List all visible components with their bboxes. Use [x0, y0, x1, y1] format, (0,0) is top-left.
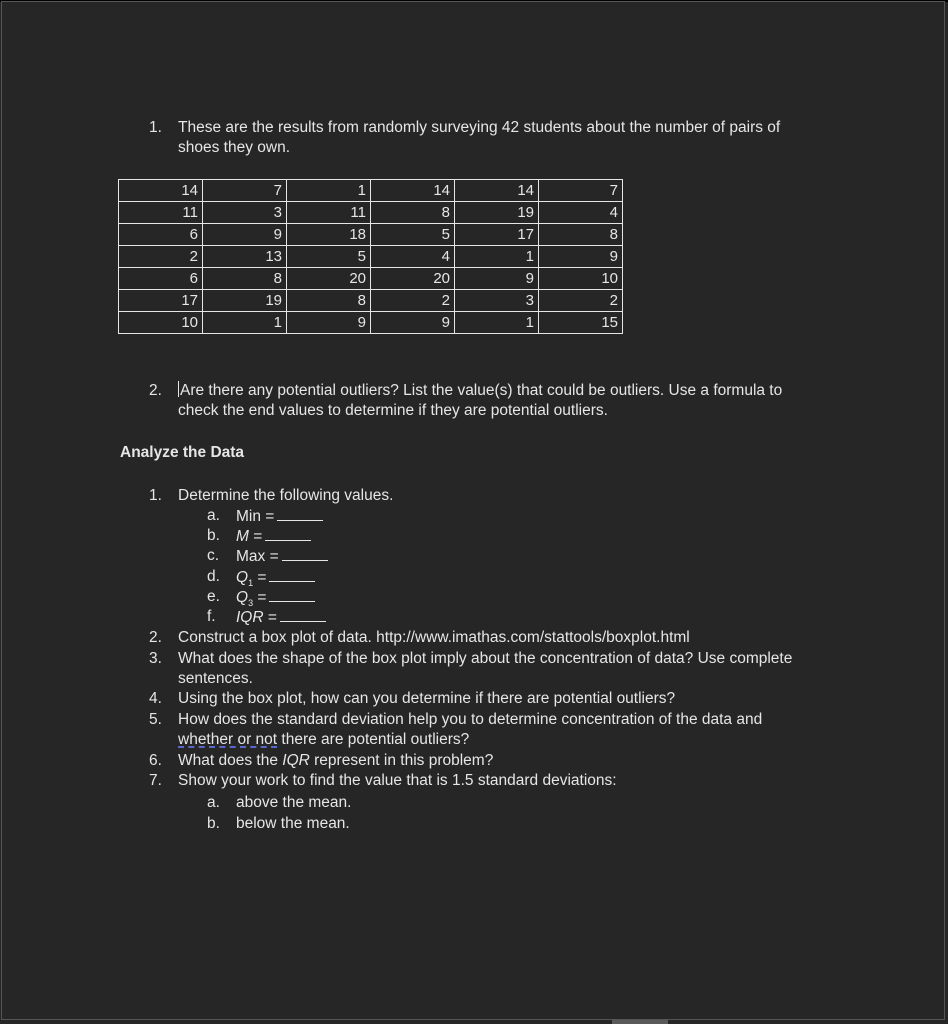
table-cell: 18 — [287, 224, 371, 246]
answer-blank[interactable] — [277, 506, 323, 521]
table-cell: 11 — [287, 202, 371, 224]
sub-d-q1: $Q_1$ = — [236, 567, 315, 593]
table-cell: 2 — [539, 290, 623, 312]
table-cell: 14 — [119, 180, 203, 202]
table-cell: 2 — [371, 290, 455, 312]
q1-number: 1. — [149, 119, 162, 136]
table-cell: 9 — [539, 246, 623, 268]
table-cell: 5 — [371, 224, 455, 246]
item-2-text: Construct a box plot of data. http://www.imathas.com/stattools/boxplot.html — [178, 629, 690, 646]
q2-line2: check the end values to determine if they are potential outliers. — [178, 402, 608, 419]
sub-e-q3: $Q_3$ = — [236, 587, 315, 613]
q2-number: 2. — [149, 382, 162, 399]
item-4-number: 4. — [149, 690, 162, 707]
sub7-a-letter: a. — [207, 794, 220, 811]
spellcheck-underline: whether or not — [178, 731, 278, 748]
table-cell: 8 — [203, 268, 287, 290]
table-cell: 9 — [203, 224, 287, 246]
table-cell: 14 — [371, 180, 455, 202]
item-5-number: 5. — [149, 711, 162, 728]
table-cell: 8 — [539, 224, 623, 246]
item-3-number: 3. — [149, 650, 162, 667]
scroll-indicator[interactable] — [612, 1020, 668, 1024]
section-heading: Analyze the Data — [120, 444, 245, 461]
item-1-number: 1. — [149, 487, 162, 504]
table-cell: 1 — [203, 312, 287, 334]
sub-d-letter: d. — [207, 568, 220, 585]
table-cell: 2 — [119, 246, 203, 268]
item-6-post: represent in this problem? — [309, 752, 494, 769]
table-row — [119, 290, 623, 312]
item-7-number: 7. — [149, 772, 162, 789]
table-cell: 17 — [119, 290, 203, 312]
sub7-b-text: below the mean. — [236, 815, 350, 832]
q1-line1: These are the results from randomly surveying 42 students about the number of pairs of — [178, 119, 781, 136]
table-cell: 8 — [371, 202, 455, 224]
table-row — [119, 180, 623, 202]
item-7-text: Show your work to find the value that is 1.5 standard deviations: — [178, 772, 617, 789]
table-cell: 3 — [203, 202, 287, 224]
table-cell: 11 — [119, 202, 203, 224]
table-cell: 1 — [455, 246, 539, 268]
table-cell: 7 — [539, 180, 623, 202]
sub-b-median: M = — [236, 526, 311, 547]
answer-blank[interactable] — [265, 526, 311, 541]
sub7-a-text: above the mean. — [236, 794, 352, 811]
q2-line1-text: Are there any potential outliers? List the value(s) that could be outliers. Use a formula to — [180, 382, 783, 399]
table-cell: 13 — [203, 246, 287, 268]
item-1-text: Determine the following values. — [178, 487, 394, 504]
sub-f-letter: f. — [207, 608, 216, 625]
item-6-number: 6. — [149, 752, 162, 769]
table-cell: 10 — [539, 268, 623, 290]
table-cell: 1 — [455, 312, 539, 334]
table-cell: 6 — [119, 268, 203, 290]
table-cell: 15 — [539, 312, 623, 334]
sub-a-letter: a. — [207, 507, 220, 524]
table-cell: 4 — [371, 246, 455, 268]
table-row — [119, 224, 623, 246]
table-cell: 4 — [539, 202, 623, 224]
item-6-text — [178, 751, 493, 771]
item-6-iqr: IQR — [282, 752, 310, 769]
item-5-text: How does the standard deviation help you to determine concentration of the data and — [178, 711, 763, 728]
table-cell: 3 — [455, 290, 539, 312]
table-cell: 9 — [371, 312, 455, 334]
table-cell: 19 — [203, 290, 287, 312]
sub7-b-letter: b. — [207, 815, 220, 832]
table-cell: 8 — [287, 290, 371, 312]
table-row — [119, 312, 623, 334]
table-cell: 1 — [287, 180, 371, 202]
sub-a-min: Min = — [236, 506, 323, 527]
q1-line2: shoes they own. — [178, 139, 291, 156]
page-frame — [1, 1, 945, 1020]
sub-e-letter: e. — [207, 588, 220, 605]
sub-b-letter: b. — [207, 527, 220, 544]
item-2-number: 2. — [149, 629, 162, 646]
item-6-pre: What does the — [178, 752, 283, 769]
table-row — [119, 202, 623, 224]
sub-c-max: Max = — [236, 546, 328, 567]
text-cursor — [178, 381, 179, 397]
table-cell: 20 — [371, 268, 455, 290]
answer-blank[interactable] — [282, 546, 328, 561]
table-row — [119, 268, 623, 290]
item-3-text: What does the shape of the box plot imply about the concentration of data? Use complete — [178, 650, 793, 667]
table-cell: 6 — [119, 224, 203, 246]
table-row — [119, 246, 623, 268]
table-cell: 20 — [287, 268, 371, 290]
answer-blank[interactable] — [269, 567, 315, 582]
item-5-text-cont — [178, 730, 469, 750]
item-5-text-rest: there are potential outliers? — [277, 731, 470, 748]
sub-c-letter: c. — [207, 547, 220, 564]
table-cell: 7 — [203, 180, 287, 202]
table-cell: 10 — [119, 312, 203, 334]
item-4-text: Using the box plot, how can you determine if there are potential outliers? — [178, 690, 676, 707]
table-cell: 5 — [287, 246, 371, 268]
table-cell: 17 — [455, 224, 539, 246]
table-cell: 9 — [455, 268, 539, 290]
answer-blank[interactable] — [280, 607, 326, 622]
table-cell: 19 — [455, 202, 539, 224]
answer-blank[interactable] — [269, 587, 315, 602]
sub-f-iqr: IQR = — [236, 607, 326, 628]
item-3-text-cont: sentences. — [178, 670, 253, 687]
data-table — [118, 179, 623, 334]
q2-line1 — [178, 381, 782, 401]
table-cell: 14 — [455, 180, 539, 202]
table-cell: 9 — [287, 312, 371, 334]
